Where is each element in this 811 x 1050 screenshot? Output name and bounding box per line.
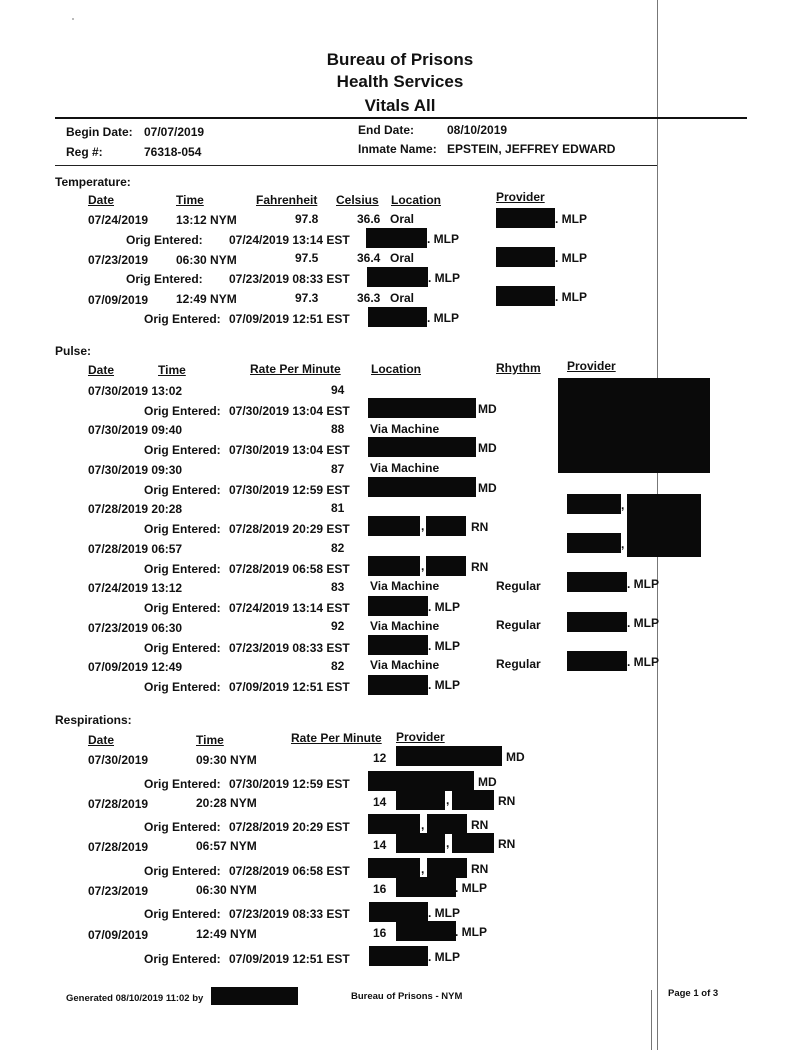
redaction-bar	[496, 286, 555, 306]
pulse-row-datetime: 07/30/2019 13:02	[88, 384, 183, 398]
comma-separator: ,	[421, 862, 425, 876]
pulse-row-location: Via Machine	[370, 619, 440, 633]
resp-row-date: 07/28/2019	[88, 840, 149, 854]
orig-entered-provider: . MLP	[427, 232, 459, 246]
title-bureau: Bureau of Prisons	[326, 50, 474, 69]
pulse-col-rate: Rate Per Minute	[250, 362, 341, 376]
redaction-bar	[567, 494, 621, 514]
resp-row-time: 12:49 NYM	[196, 927, 257, 941]
orig-entered-provider: RN	[471, 862, 489, 876]
orig-entered-label: Orig Entered:	[144, 680, 221, 694]
redaction-bar	[368, 771, 474, 791]
resp-row-rate: 16	[373, 926, 387, 940]
orig-entered-label: Orig Entered:	[144, 443, 221, 457]
orig-entered-provider: . MLP	[428, 639, 460, 653]
redaction-bar	[426, 516, 466, 536]
title-vitals-all: Vitals All	[364, 96, 436, 115]
redaction-bar	[368, 477, 476, 497]
redaction-bar	[452, 790, 494, 810]
resp-row-rate: 12	[373, 751, 387, 765]
comma-separator: ,	[421, 519, 425, 533]
end-date-label: End Date:	[358, 123, 415, 137]
pulse-row-rate: 92	[331, 619, 345, 633]
redaction-bar	[396, 833, 445, 853]
orig-entered-label: Orig Entered:	[144, 562, 221, 576]
redaction-bar	[427, 858, 467, 878]
redaction-bar	[368, 635, 428, 655]
begin-date-label: Begin Date:	[66, 125, 133, 139]
redaction-bar	[396, 921, 456, 941]
orig-entered-value: 07/24/2019 13:14 EST	[229, 601, 350, 615]
orig-entered-value: 07/09/2019 12:51 EST	[229, 952, 350, 966]
orig-entered-label: Orig Entered:	[144, 907, 221, 921]
pulse-row-location: Via Machine	[370, 579, 440, 593]
temp-row-time: 13:12 NYM	[176, 213, 237, 227]
redaction-bar	[567, 612, 627, 632]
orig-entered-label: Orig Entered:	[144, 312, 221, 326]
resp-row-date: 07/28/2019	[88, 797, 149, 811]
redaction-bar	[396, 790, 445, 810]
redaction-bar	[368, 675, 428, 695]
temp-row-provider: . MLP	[555, 290, 587, 304]
meta-rule	[55, 165, 657, 166]
temp-col-fahrenheit: Fahrenheit	[256, 193, 318, 207]
redaction-bar	[567, 651, 627, 671]
pulse-row-rate: 82	[331, 659, 345, 673]
temp-row-time: 06:30 NYM	[176, 253, 237, 267]
temp-row-celsius: 36.3	[357, 291, 381, 305]
orig-entered-value: 07/30/2019 12:59 EST	[229, 777, 350, 791]
redaction-bar	[426, 556, 466, 576]
orig-entered-provider: MD	[478, 775, 497, 789]
resp-row-rate: 14	[373, 795, 387, 809]
orig-entered-value: 07/23/2019 08:33 EST	[229, 907, 350, 921]
orig-entered-label: Orig Entered:	[126, 233, 203, 247]
footer-center: Bureau of Prisons - NYM	[351, 991, 463, 1002]
temp-row-fahrenheit: 97.5	[295, 251, 319, 265]
orig-entered-provider: MD	[478, 481, 497, 495]
resp-col-rate: Rate Per Minute	[291, 731, 382, 745]
resp-row-rate: 14	[373, 838, 387, 852]
orig-entered-value: 07/28/2019 20:29 EST	[229, 820, 350, 834]
pulse-row-rate: 88	[331, 422, 345, 436]
resp-row-date: 07/09/2019	[88, 928, 149, 942]
orig-entered-label: Orig Entered:	[144, 522, 221, 536]
temp-row-provider: . MLP	[555, 251, 587, 265]
orig-entered-value: 07/30/2019 12:59 EST	[229, 483, 350, 497]
pulse-row-rate: 87	[331, 462, 345, 476]
pulse-row-rhythm: Regular	[496, 657, 541, 671]
header-rule	[55, 117, 747, 119]
orig-entered-label: Orig Entered:	[144, 404, 221, 418]
orig-entered-provider: . MLP	[428, 678, 460, 692]
redaction-bar	[427, 814, 467, 834]
orig-entered-provider: RN	[471, 560, 489, 574]
temp-col-location: Location	[391, 193, 441, 207]
temp-row-provider: . MLP	[555, 212, 587, 226]
temp-col-date: Date	[88, 193, 115, 207]
orig-entered-value: 07/23/2019 08:33 EST	[229, 641, 350, 655]
temp-row-fahrenheit: 97.8	[295, 212, 319, 226]
temp-row-fahrenheit: 97.3	[295, 291, 319, 305]
redaction-bar	[567, 572, 627, 592]
redaction-bar	[368, 814, 420, 834]
comma-separator: ,	[421, 559, 425, 573]
pulse-row-datetime: 07/30/2019 09:40	[88, 423, 183, 437]
orig-entered-label: Orig Entered:	[126, 272, 203, 286]
temp-col-celsius: Celsius	[336, 193, 379, 207]
reg-value: 76318-054	[144, 145, 202, 159]
resp-row-provider: . MLP	[455, 881, 487, 895]
redaction-bar	[396, 746, 502, 766]
pulse-row-rate: 83	[331, 580, 345, 594]
orig-entered-provider: . MLP	[428, 600, 460, 614]
resp-row-provider: . MLP	[455, 925, 487, 939]
orig-entered-provider: RN	[471, 818, 489, 832]
redaction-bar	[369, 946, 428, 966]
orig-entered-value: 07/28/2019 20:29 EST	[229, 522, 350, 536]
orig-entered-value: 07/30/2019 13:04 EST	[229, 443, 350, 457]
end-date-value: 08/10/2019	[447, 123, 508, 137]
pulse-row-datetime: 07/30/2019 09:30	[88, 463, 183, 477]
pulse-row-rate: 81	[331, 501, 345, 515]
temp-row-location: Oral	[390, 212, 415, 226]
footer-generated: Generated 08/10/2019 11:02 by	[66, 993, 204, 1004]
resp-col-date: Date	[88, 733, 115, 747]
resp-row-provider: RN	[498, 794, 516, 808]
orig-entered-label: Orig Entered:	[144, 483, 221, 497]
orig-entered-provider: . MLP	[428, 906, 460, 920]
redaction-bar	[452, 833, 494, 853]
resp-col-provider: Provider	[396, 730, 445, 744]
pulse-row-provider: . MLP	[627, 616, 659, 630]
orig-entered-value: 07/09/2019 12:51 EST	[229, 680, 350, 694]
redaction-bar	[368, 556, 420, 576]
resp-row-date: 07/30/2019	[88, 753, 149, 767]
redaction-bar	[368, 858, 420, 878]
orig-entered-value: 07/28/2019 06:58 EST	[229, 864, 350, 878]
pulse-row-datetime: 07/28/2019 06:57	[88, 542, 183, 556]
orig-entered-value: 07/24/2019 13:14 EST	[229, 233, 350, 247]
temp-row-celsius: 36.6	[357, 212, 381, 226]
redaction-bar	[496, 208, 555, 228]
resp-row-time: 09:30 NYM	[196, 753, 257, 767]
pulse-row-datetime: 07/09/2019 12:49	[88, 660, 183, 674]
redaction-bar	[368, 596, 428, 616]
scan-speck	[72, 18, 74, 20]
scan-edge-line-lower	[651, 990, 652, 1050]
title-health-services: Health Services	[336, 72, 464, 91]
orig-entered-value: 07/09/2019 12:51 EST	[229, 312, 350, 326]
orig-entered-label: Orig Entered:	[144, 820, 221, 834]
redaction-bar	[367, 267, 428, 287]
pulse-row-rate: 82	[331, 541, 345, 555]
temperature-section-title: Temperature:	[55, 175, 131, 189]
orig-entered-value: 07/30/2019 13:04 EST	[229, 404, 350, 418]
temp-row-celsius: 36.4	[357, 251, 381, 265]
temp-row-time: 12:49 NYM	[176, 292, 237, 306]
resp-row-provider: RN	[498, 837, 516, 851]
orig-entered-value: 07/28/2019 06:58 EST	[229, 562, 350, 576]
temp-row-date: 07/24/2019	[88, 213, 149, 227]
pulse-col-location: Location	[371, 362, 421, 376]
pulse-row-provider: ,	[621, 498, 625, 512]
redaction-bar	[366, 228, 427, 248]
temp-col-time: Time	[176, 193, 204, 207]
orig-entered-provider: . MLP	[428, 271, 460, 285]
redaction-bar	[627, 494, 701, 557]
resp-row-time: 20:28 NYM	[196, 796, 257, 810]
resp-row-provider: MD	[506, 750, 525, 764]
redaction-bar	[368, 516, 420, 536]
resp-row-rate: 16	[373, 882, 387, 896]
redaction-bar	[368, 437, 476, 457]
resp-col-time: Time	[196, 733, 224, 747]
temp-col-provider: Provider	[496, 190, 545, 204]
orig-entered-label: Orig Entered:	[144, 952, 221, 966]
pulse-row-rhythm: Regular	[496, 618, 541, 632]
temp-row-location: Oral	[390, 291, 415, 305]
pulse-row-provider: ,	[621, 537, 625, 551]
pulse-row-location: Via Machine	[370, 658, 440, 672]
comma-separator: ,	[446, 793, 450, 807]
pulse-row-datetime: 07/24/2019 13:12	[88, 581, 183, 595]
orig-entered-provider: MD	[478, 402, 497, 416]
comma-separator: ,	[446, 836, 450, 850]
orig-entered-label: Orig Entered:	[144, 777, 221, 791]
redaction-bar	[496, 247, 555, 267]
pulse-row-location: Via Machine	[370, 461, 440, 475]
pulse-section-title: Pulse:	[55, 344, 92, 358]
pulse-col-rhythm: Rhythm	[496, 361, 541, 375]
temp-row-date: 07/23/2019	[88, 253, 149, 267]
resp-row-date: 07/23/2019	[88, 884, 149, 898]
respirations-section-title: Respirations:	[55, 713, 132, 727]
footer-page-number: Page 1 of 3	[668, 988, 719, 999]
redaction-bar	[396, 877, 456, 897]
orig-entered-provider: . MLP	[428, 950, 460, 964]
inmate-name-label: Inmate Name:	[358, 142, 437, 156]
pulse-row-provider: . MLP	[627, 655, 659, 669]
orig-entered-provider: . MLP	[427, 311, 459, 325]
comma-separator: ,	[421, 818, 425, 832]
redaction-bar	[211, 987, 298, 1005]
pulse-row-datetime: 07/23/2019 06:30	[88, 621, 183, 635]
resp-row-time: 06:30 NYM	[196, 883, 257, 897]
pulse-row-location: Via Machine	[370, 422, 440, 436]
redaction-bar	[368, 398, 476, 418]
pulse-col-provider: Provider	[567, 359, 616, 373]
orig-entered-label: Orig Entered:	[144, 864, 221, 878]
pulse-row-rhythm: Regular	[496, 579, 541, 593]
redaction-bar	[567, 533, 621, 553]
pulse-row-provider: . MLP	[627, 577, 659, 591]
redaction-bar	[558, 378, 710, 473]
temp-row-date: 07/09/2019	[88, 293, 149, 307]
orig-entered-provider: MD	[478, 441, 497, 455]
begin-date-value: 07/07/2019	[144, 125, 205, 139]
pulse-col-date: Date	[88, 363, 115, 377]
redaction-bar	[368, 307, 427, 327]
orig-entered-value: 07/23/2019 08:33 EST	[229, 272, 350, 286]
pulse-row-rate: 94	[331, 383, 345, 397]
resp-row-time: 06:57 NYM	[196, 839, 257, 853]
orig-entered-provider: RN	[471, 520, 489, 534]
temp-row-location: Oral	[390, 251, 415, 265]
orig-entered-label: Orig Entered:	[144, 601, 221, 615]
inmate-name-value: EPSTEIN, JEFFREY EDWARD	[447, 142, 616, 156]
pulse-col-time: Time	[158, 363, 186, 377]
reg-label: Reg #:	[66, 145, 103, 159]
orig-entered-label: Orig Entered:	[144, 641, 221, 655]
pulse-row-datetime: 07/28/2019 20:28	[88, 502, 183, 516]
redaction-bar	[369, 902, 428, 922]
